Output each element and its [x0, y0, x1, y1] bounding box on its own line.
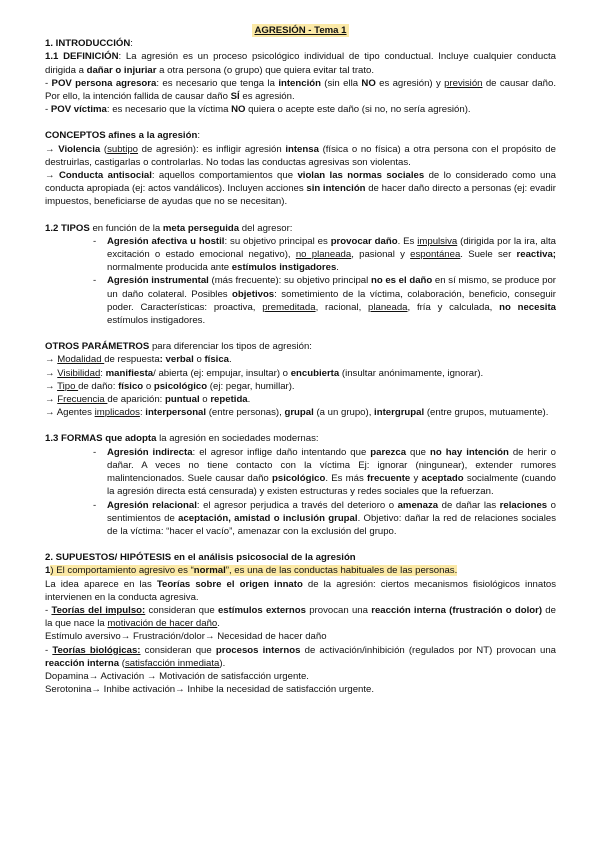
- forms-list: [45, 446, 556, 538]
- forms-heading: 1.3 FORMAS que adopta la agresión en sociedades modernas:: [45, 433, 319, 445]
- pov-aggressor-paragraph: - POV persona agresora: es necesario que tenga la intención (sin ella NO es agresión) y previsión de causar daño. Por ello, la intención fallida de causar daño SÍ es agresión.: [45, 77, 557, 103]
- types-heading: 1.2 TIPOS en función de la meta perseguida del agresor:: [45, 222, 293, 234]
- concepts-heading: CONCEPTOS afines a la agresión:: [45, 130, 200, 142]
- param-agents: → Agentes implicados: interpersonal (entre personas), grupal (a un grupo), intergrupal (entre grupos, mutuamente).: [45, 407, 549, 419]
- types-list: [45, 235, 556, 327]
- list-item: - Agresión relacional: el agresor perjudica a través del deterioro o amenaza de dañar las relaciones o sentimientos de aceptación, amistad o inclusión grupal. Objetivo: dañar la red de relaciones sociales de la víctima: “hacer el vacío”, amenazar con la exclusión del grupo.: [107, 499, 556, 539]
- innate-origin-paragraph: La idea aparece en las Teorías sobre el origen innato de la agresión: ciertos mecanismos fisiológicos innatos intervienen en la conducta agresiva.: [45, 578, 556, 603]
- section-1-heading: 1. INTRODUCCIÓN:: [45, 38, 133, 50]
- list-item: - Agresión instrumental (más frecuente): su objetivo principal no es el daño en sí mismo, se produce por un daño colateral. Posibles objetivos: sometimiento de la víctima, colaboración, beneficio, conseguir poder. Características: proactiva, premeditada, racional, planeada, fría y calculada, no necesita estímulos instigadores.: [107, 274, 556, 327]
- title-row: [45, 24, 556, 37]
- violence-paragraph: → Violencia (subtipo de agresión): es infligir agresión intensa (física o no física) a otra persona con el propósito de destruirlas, castigarlas o controlarlas. No todas las conductas agresivas son violentas.: [45, 143, 556, 168]
- pov-victim-paragraph: - POV víctima: es necesario que la víctima NO quiera o acepte este daño (si no, no sería agresión).: [45, 104, 471, 116]
- definition-paragraph: 1.1 DEFINICIÓN: La agresión es un proceso psicológico individual de tipo conductual. Incluye cualquier conducta dirigida a dañar o injuriar a otra persona (o grupo) que quiera evitar tal trato.: [45, 51, 556, 76]
- param-frequency: → Frecuencia de aparición: puntual o repetida.: [45, 394, 251, 406]
- param-visibility: → Visibilidad: manifiesta/ abierta (ej: empujar, insultar) o encubierta (insultar anónimamente, ignorar).: [45, 367, 484, 379]
- list-item: - Agresión indirecta: el agresor inflige daño intentando que parezca que no hay intención de herir o dañar. A veces no tiene contacto con la víctima Ej: ignorar (ningunear), extender rumores malintencionados. Suele causar daño psicológico. Es más frecuente y aceptado socialmente (cuando la agresión directa está censurada) y existen estructuras y redes sociales que la refuerzan.: [107, 446, 556, 499]
- impulse-theories-paragraph: - Teorías del impulso: consideran que estímulos externos provocan una reacción interna (frustración o dolor) de la que nace la motivación de hacer daño.: [45, 604, 556, 630]
- stimulus-chain: Estímulo aversivo→ Frustración/dolor→ Necesidad de hacer daño: [45, 631, 327, 643]
- param-modality: → Modalidad de respuesta: verbal o física.: [45, 354, 232, 366]
- param-damage-type: → Tipo de daño: físico o psicológico (ej: pegar, humillar).: [45, 380, 295, 392]
- hypothesis-1: 1) El comportamiento agresivo es “normal”, es una de las conductas habituales de las personas.: [45, 565, 458, 577]
- document-title: AGRESIÓN - Tema 1: [254, 25, 347, 36]
- section-2-heading: 2. SUPUESTOS/ HIPÓTESIS en el análisis psicosocial de la agresión: [45, 552, 356, 564]
- dopamine-chain: Dopamina→ Activación → Motivación de satisfacción urgente.: [45, 670, 309, 682]
- list-item: - Agresión afectiva u hostil: su objetivo principal es provocar daño. Es impulsiva (dirigida por la ira, alta excitación o estado emocional negativo), no planeada, pasional y espontánea. Suele ser reactiva; normalmente producida ante estímulos instigadores.: [107, 235, 556, 275]
- serotonin-chain: Serotonina→ Inhibe activación→ Inhibe la necesidad de satisfacción urgente.: [45, 684, 375, 696]
- antisocial-paragraph: → Conducta antisocial: aquellos comportamientos que violan las normas sociales de lo considerado como una conducta apropiada (ej: actos vandálicos). Incluyen acciones sin intención de hacer daño directo a personas (ej: evadir impuestos, beneficiarse de ayudas que no se necesitan).: [45, 170, 557, 208]
- biological-theories-paragraph: - Teorías biológicas: consideran que procesos internos de activación/inhibición (regulados por NT) provocan una reacción interna (satisfacción inmediata).: [45, 644, 557, 669]
- other-parameters-heading: OTROS PARÁMETROS para diferenciar los tipos de agresión:: [45, 341, 312, 353]
